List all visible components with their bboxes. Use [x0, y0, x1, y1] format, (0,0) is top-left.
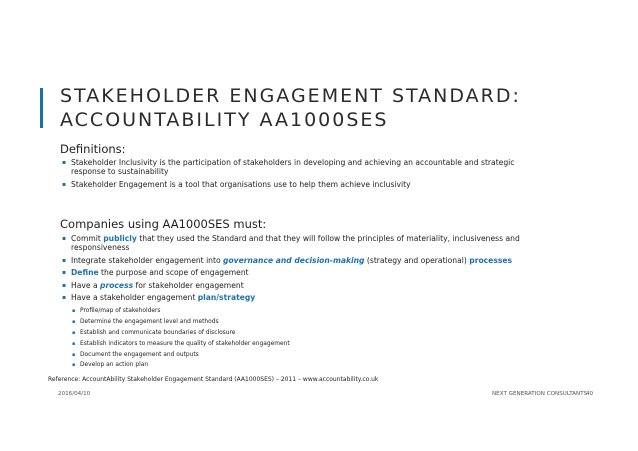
requirement-integrate-engagement	[62, 256, 542, 265]
requirement-2-mid: (strategy and operational)	[364, 255, 470, 265]
plan-strategy-sublist	[72, 307, 472, 372]
definition-engagement-text: Stakeholder Engagement is a tool that organisations use to help them achieve inclusivity	[71, 179, 411, 189]
requirement-have-plan	[62, 293, 542, 302]
definitions-heading: Definitions:	[60, 142, 126, 156]
sub-item: ▪ Develop an action plan	[72, 361, 472, 369]
footer-page-number: 40	[586, 391, 594, 397]
requirement-1-post: that they used the Standard and that they will follow the principles of materiality, inclusiveness and	[136, 234, 520, 243]
requirement-1-line-2: responsiveness	[71, 243, 130, 253]
requirement-1-pre: Commit	[71, 234, 104, 243]
sub-item: ▪ Establish indicators to measure the quality of stakeholder engagement	[72, 340, 472, 348]
definition-inclusivity-line-2: response to sustainability	[71, 167, 169, 177]
footer-date: 2016/04/10	[58, 391, 91, 397]
requirement-commit-publicly	[62, 234, 542, 253]
companies-heading: Companies using AA1000SES must:	[60, 217, 267, 231]
definitions-list	[62, 158, 542, 192]
companies-requirements-list	[62, 234, 542, 305]
requirement-3-post: the purpose and scope of engagement	[98, 268, 249, 278]
footer-company: NEXT GENERATION CONSULTANTS	[492, 391, 588, 397]
sub-item: ▪ Profile/map of stakeholders	[72, 307, 472, 315]
requirement-1-highlight: publicly	[103, 234, 137, 243]
requirement-5-pre: Have a stakeholder engagement	[71, 293, 198, 303]
requirement-2-highlight: governance and decision-making	[223, 255, 365, 265]
slide-title-line-2: ACCOUNTABILITY AA1000SES	[60, 109, 389, 131]
requirement-4-pre: Have a	[71, 280, 101, 290]
slide-title	[60, 84, 521, 132]
requirement-4-highlight: process	[100, 280, 134, 290]
slide-title-line-1: STAKEHOLDER ENGAGEMENT STANDARD:	[60, 85, 521, 107]
sub-item: ▪ Document the engagement and outputs	[72, 351, 472, 359]
sub-item: ▪ Determine the engagement level and methods	[72, 318, 472, 326]
requirement-5-highlight: plan/strategy	[197, 293, 256, 303]
definition-item-engagement	[62, 180, 542, 189]
requirement-3-highlight: Define	[71, 268, 99, 278]
requirement-define-purpose	[62, 268, 542, 277]
definition-inclusivity-line-1: Stakeholder Inclusivity is the participation of stakeholders in developing and achieving an accountable and strategic	[71, 158, 515, 167]
requirement-2-highlight-2: processes	[469, 255, 513, 265]
definition-item-inclusivity	[62, 158, 542, 177]
title-accent-bar	[40, 88, 43, 128]
sub-item: ▪ Establish and communicate boundaries of disclosure	[72, 329, 472, 337]
reference-note: Reference: AccountAbility Stakeholder Engagement Standard (AA1000SES) – 2011 – www.accountability.co.uk	[48, 376, 379, 383]
requirement-have-process	[62, 281, 542, 290]
requirement-2-pre: Integrate stakeholder engagement into	[71, 255, 224, 265]
requirement-4-post: for stakeholder engagement	[133, 280, 244, 290]
